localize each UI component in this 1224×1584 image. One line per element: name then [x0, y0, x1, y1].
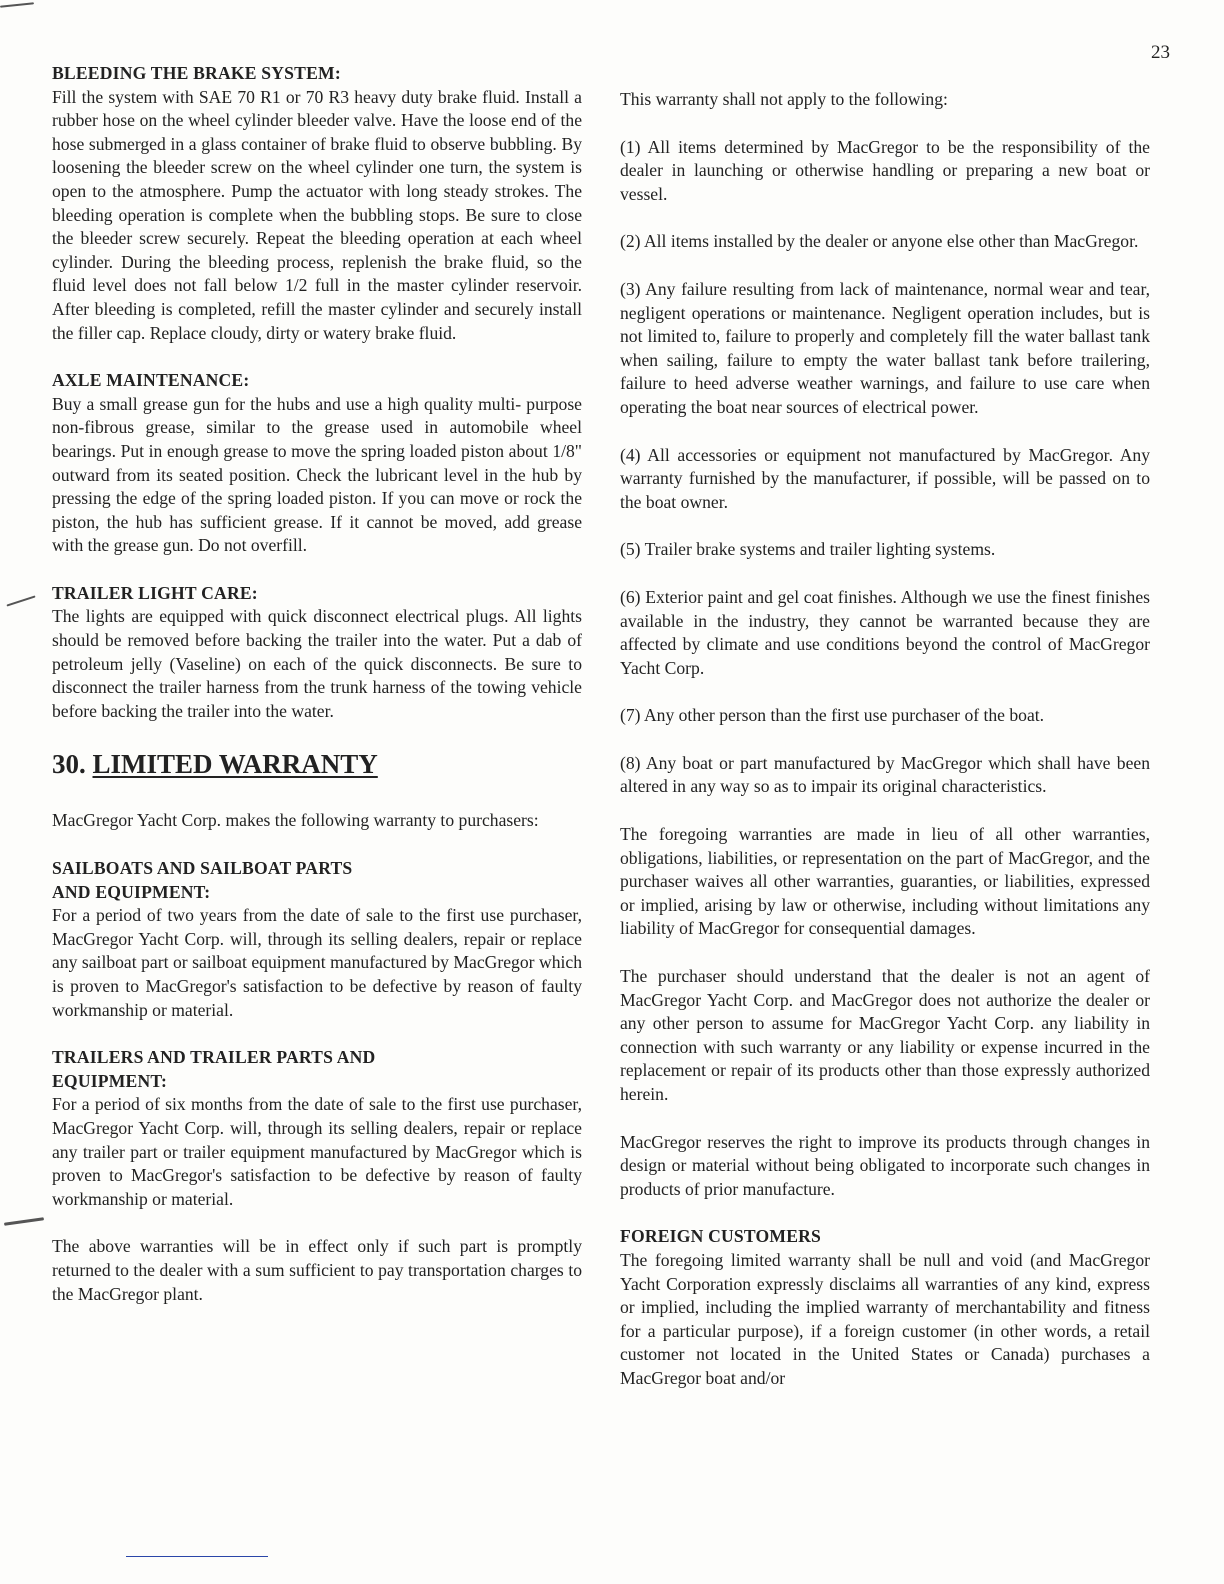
trailers-heading-line1: TRAILERS AND TRAILER PARTS AND: [52, 1047, 376, 1068]
exclusion-item: (3) Any failure resulting from lack of maintenance, normal wear and tear, negligent operations or maintenance. Negligent operation includes, but is not limited to, failure to properly and completely fill the water ballast tank when sailing, failure to empty the water ballast tank before trailering, failure to heed adverse weather warnings, and failure to use care when operating the boat near sources of electrical power.: [620, 278, 1150, 417]
foregoing-paragraph: The foregoing warranties are made in lieu of all other warranties, obligations, liabilities, or representation on the part of MacGregor, and the purchaser waives all other warranties, guaranties, or liabilities, expressed or implied, arising by law or otherwise, including without limitations any liability of MacGregor for consequential damages.: [620, 824, 1150, 939]
scan-artifact: [6, 595, 35, 606]
exclusion-item: (7) Any other person than the first use purchaser of the boat.: [620, 705, 1045, 726]
trailers-heading-line2: EQUIPMENT:: [52, 1070, 168, 1091]
trailer-light-body: The lights are equipped with quick disconnect electrical plugs. All lights should be removed before backing the trailer into the water. Put a dab of petroleum jelly (Vaseline) on each of the quick disconnects. Be sure to disconnect the trailer harness from the trunk harness of the towing vehicle before backing the trailer into the water.: [52, 606, 582, 721]
right-column: [620, 88, 1150, 1415]
scan-artifact: [4, 1217, 44, 1226]
page-number: 23: [1151, 42, 1170, 63]
sailboats-heading-line1: SAILBOATS AND SAILBOAT PARTS: [52, 858, 353, 879]
trailer-light-heading: TRAILER LIGHT CARE:: [52, 582, 258, 603]
left-column: [52, 62, 582, 1330]
section-title: [52, 747, 582, 781]
sailboats-heading-line2: AND EQUIPMENT:: [52, 881, 211, 902]
footnote-rule: [126, 1556, 268, 1557]
above-warranties: The above warranties will be in effect only if such part is promptly returned to the dealer with a sum sufficient to pay transportation charges to the MacGregor plant.: [52, 1236, 582, 1304]
warranty-intro: MacGregor Yacht Corp. makes the following warranty to purchasers:: [52, 810, 539, 831]
trailers-body: For a period of six months from the date of sale to the first use purchaser, MacGregor Yacht Corp. will, through its selling dealers, repair or replace any trailer part or trailer equipment manufactured by MacGregor which is proven to MacGregor's satisfaction to be defective by reason of faulty workmanship or material.: [52, 1094, 582, 1209]
exclusion-item: (6) Exterior paint and gel coat finishes. Although we use the finest finishes available in the industry, they cannot be warranted because they are affected by climate and use conditions beyond the control of MacGregor Yacht Corp.: [620, 586, 1150, 678]
foreign-heading: FOREIGN CUSTOMERS: [620, 1226, 822, 1247]
foreign-body: The foregoing limited warranty shall be null and void (and MacGregor Yacht Corporation expressly disclaims all warranties of any kind, express or implied, including the implied warranty of merchantability and fitness for a particular purpose), if a foreign customer (in other words, a retail customer not located in the United States or Canada) purchases a MacGregor boat and/or: [620, 1249, 1150, 1388]
exclusion-item: (4) All accessories or equipment not manufactured by MacGregor. Any warranty furnished by the manufacturer, if possible, will be passed on to the boat owner.: [620, 444, 1150, 512]
exclusion-item: (5) Trailer brake systems and trailer lighting systems.: [620, 539, 996, 560]
axle-heading: AXLE MAINTENANCE:: [52, 370, 250, 391]
reserves-paragraph: MacGregor reserves the right to improve its products through changes in design or material without being obligated to incorporate such changes in products of prior manufacture.: [620, 1131, 1150, 1199]
bleeding-body: Fill the system with SAE 70 R1 or 70 R3 heavy duty brake fluid. Install a rubber hose on the wheel cylinder bleeder valve. Have the loose end of the hose submerged in a glass container of brake fluid to observe bubbling. By loosening the bleeder screw on the wheel cylinder one turn, the system is open to the atmosphere. Pump the actuator with long steady strokes. The bleeding operation is complete when the bubbling stops. Be sure to close the bleeder screw securely. Repeat the bleeding operation at each wheel cylinder. During the bleeding process, replenish the brake fluid, so the fluid level does not fall below 1/2 full in the master cylinder reservoir. After bleeding is completed, refill the master cylinder and securely install the filler cap. Replace cloudy, dirty or watery brake fluid.: [52, 86, 582, 343]
purchaser-paragraph: The purchaser should understand that the dealer is not an agent of MacGregor Yacht Corp. and MacGregor does not authorize the dealer or any other person to assume for MacGregor Yacht Corp. any liability in connection with such warranty or any liability or expense incurred in the replacement or repair of its products other than those expressly authorized herein.: [620, 966, 1150, 1104]
exclusion-item: (2) All items installed by the dealer or anyone else other than MacGregor.: [620, 231, 1139, 252]
axle-body: Buy a small grease gun for the hubs and use a high quality multi- purpose non-fibrous grease, similar to the grease used in automobile wheel bearings. Put in enough grease to move the spring loaded piston about 1/8" outward from its seated position. Check the lubricant level in the hub by pressing the edge of the spring loaded piston. If you can move or rock the piston, the hub has sufficient grease. If it cannot be moved, add grease with the grease gun. Do not overfill.: [52, 393, 582, 556]
sailboats-body: For a period of two years from the date of sale to the first use purchaser, MacGregor Yacht Corp. will, through its selling dealers, repair or replace any sailboat part or sailboat equipment manufactured by MacGregor which is proven to MacGregor's satisfaction to be defective by reason of faulty workmanship or material.: [52, 905, 582, 1020]
section-title-text: LIMITED WARRANTY: [92, 749, 378, 780]
scan-artifact: [0, 2, 34, 8]
section-number: 30.: [52, 749, 86, 780]
exclusion-item: (8) Any boat or part manufactured by MacGregor which shall have been altered in any way so as to impair its original characteristics.: [620, 752, 1150, 797]
bleeding-heading: BLEEDING THE BRAKE SYSTEM:: [52, 63, 341, 83]
exclusions-intro: This warranty shall not apply to the following:: [620, 89, 948, 109]
exclusion-item: (1) All items determined by MacGregor to be the responsibility of the dealer in launching or otherwise handling or preparing a new boat or vessel.: [620, 136, 1150, 204]
